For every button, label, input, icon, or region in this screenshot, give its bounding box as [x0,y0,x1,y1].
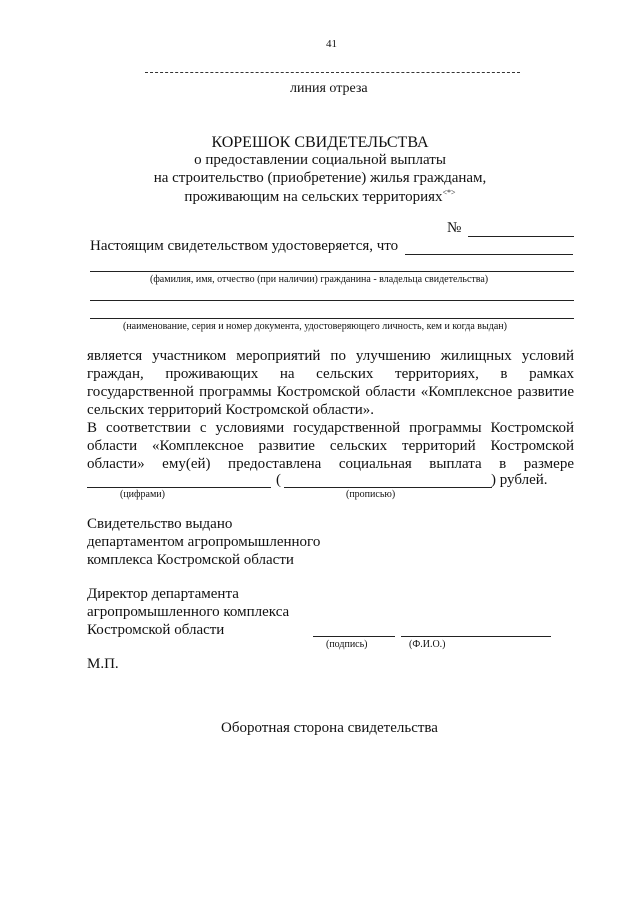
amount-suffix: ) рублей. [491,472,548,488]
fio-field[interactable] [90,271,574,272]
issued-line-3: комплекса Костромской области [87,552,294,568]
signature-field[interactable] [313,636,395,637]
page-number: 41 [326,38,337,50]
stamp-label: М.П. [87,656,119,672]
document-title: КОРЕШОК СВИДЕТЕЛЬСТВА [211,134,429,151]
title-line-3 [0,188,640,206]
director-fio-hint: (Ф.И.О.) [409,639,446,650]
body-line-7: области» ему(ей) предоставлена социальная выплата в размере [87,456,574,472]
issued-line-1: Свидетельство выдано [87,516,233,532]
director-line-3: Костромской области [87,622,225,638]
body-line-4: сельских территорий Костромской области». [87,402,375,418]
amount-open-paren: ( [276,472,281,488]
body-line-3: государственной программы Костромской области «Комплексное развитие [87,384,574,400]
footnote-mark: <*> [442,188,456,197]
body-line-5: В соответствии с условиями государственной программы Костромской [87,420,574,436]
amount-digits-hint: (цифрами) [120,489,165,500]
amount-words-field[interactable] [284,487,492,488]
number-field[interactable] [468,236,574,237]
amount-words-hint: (прописью) [346,489,396,500]
document-hint: (наименование, серия и номер документа, удостоверяющего личность, кем и когда выдан) [123,321,507,332]
certify-text: Настоящим свидетельством удостоверяется, что [90,238,399,254]
number-label: № [447,220,462,236]
document-field-1[interactable] [90,300,574,301]
cut-line [145,72,520,73]
director-line-1: Директор департамента [87,586,239,602]
issued-line-2: департаментом агропромышленного [87,534,321,550]
title-line-2: на строительство (приобретение) жилья гражданам, [153,170,487,186]
body-line-2: граждан, проживающих на сельских территориях, в рамках [87,366,574,382]
reverse-side-heading: Оборотная сторона свидетельства [221,720,438,736]
certify-field[interactable] [405,254,573,255]
document-field-2[interactable] [90,318,574,319]
body-line-1: является участником мероприятий по улучшению жилищных условий [87,348,574,364]
cut-line-label: линия отреза [290,81,368,96]
signature-hint: (подпись) [326,639,368,650]
amount-digits-field[interactable] [87,487,271,488]
fio-hint: (фамилия, имя, отчество (при наличии) гражданина - владельца свидетельства) [150,274,489,285]
body-line-6: области «Комплексное развитие сельских территорий Костромской [87,438,574,454]
title-line-1: о предоставлении социальной выплаты [194,152,446,168]
director-fio-field[interactable] [401,636,551,637]
title-line-3-text: проживающим на сельских территориях [184,189,443,205]
director-line-2: агропромышленного комплекса [87,604,290,620]
